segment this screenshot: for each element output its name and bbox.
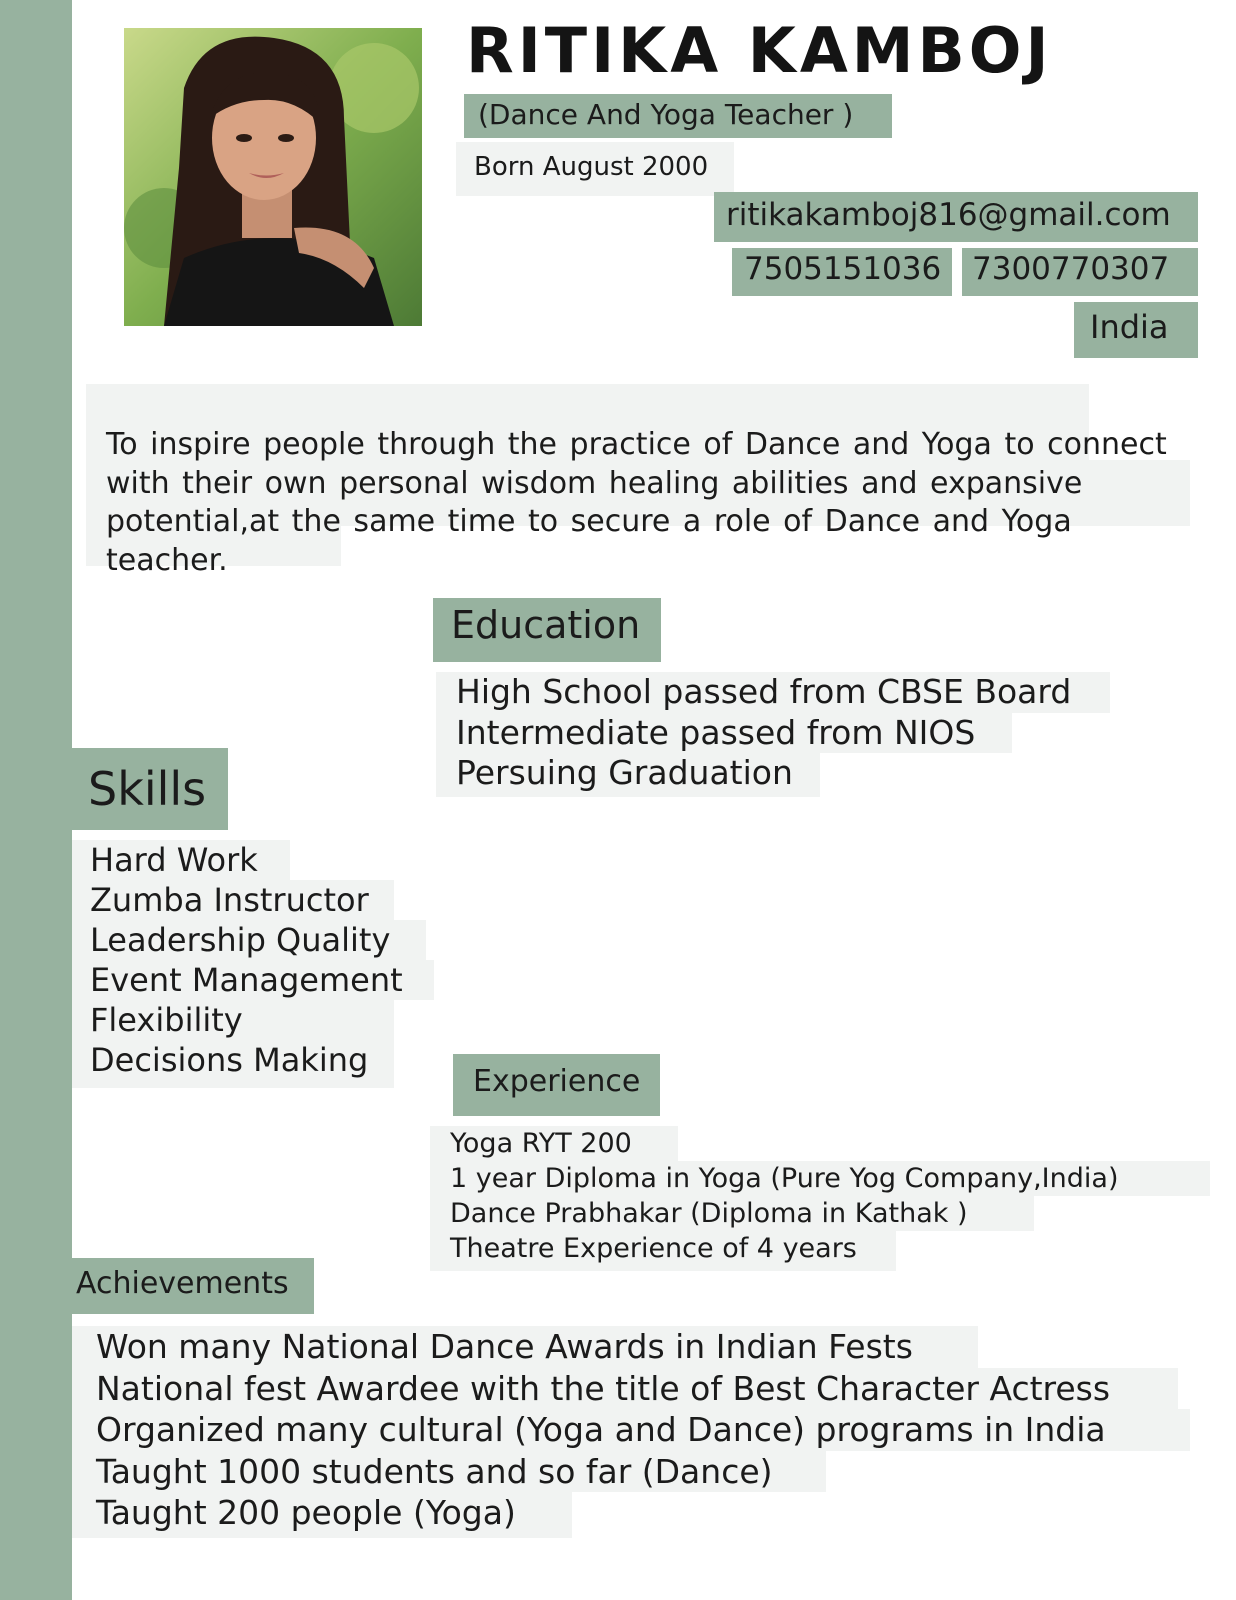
education-heading: Education <box>433 598 661 662</box>
list-item: High School passed from CBSE Board <box>456 672 1071 713</box>
left-accent-bar <box>0 0 72 1600</box>
list-item: National fest Awardee with the title of Best Character Actress <box>96 1368 1110 1410</box>
skills-list <box>90 840 403 1080</box>
objective-section <box>86 384 1190 578</box>
list-item: Flexibility <box>90 1000 403 1040</box>
list-item: Leadership Quality <box>90 920 403 960</box>
list-item: Event Management <box>90 960 403 1000</box>
list-item: Taught 1000 students and so far (Dance) <box>96 1451 1110 1493</box>
profile-photo <box>124 28 422 326</box>
education-list <box>456 672 1071 794</box>
list-item: Zumba Instructor <box>90 880 403 920</box>
experience-heading: Experience <box>453 1054 660 1116</box>
list-item: Yoga RYT 200 <box>450 1126 1118 1161</box>
achievements-heading: Achievements <box>72 1258 314 1314</box>
country: India <box>1074 302 1198 358</box>
objective-text: To inspire people through the practice of Dance and Yoga to connect with their own personal wisdom healing abilities and expansive potential,at the same time to secure a role of Dance and Yoga teacher. <box>106 427 1167 578</box>
list-item: Hard Work <box>90 840 403 880</box>
phone-number-primary[interactable]: 7505151036 <box>732 248 952 296</box>
experience-list <box>450 1126 1118 1266</box>
list-item: Intermediate passed from NIOS <box>456 713 1071 754</box>
email-address[interactable]: ritikakamboj816@gmail.com <box>714 192 1198 242</box>
skills-heading: Skills <box>72 748 228 830</box>
achievements-list <box>96 1326 1110 1534</box>
list-item: Theatre Experience of 4 years <box>450 1231 1118 1266</box>
list-item: Dance Prabhakar (Diploma in Kathak ) <box>450 1196 1118 1231</box>
list-item: Organized many cultural (Yoga and Dance) programs in India <box>96 1409 1110 1451</box>
list-item: Decisions Making <box>90 1040 403 1080</box>
list-item: 1 year Diploma in Yoga (Pure Yog Company,India) <box>450 1161 1118 1196</box>
phone-number-secondary[interactable]: 7300770307 <box>962 248 1198 296</box>
candidate-name: RITIKA KAMBOJ <box>466 14 1053 87</box>
list-item: Taught 200 people (Yoga) <box>96 1492 1110 1534</box>
list-item: Persuing Graduation <box>456 753 1071 794</box>
list-item: Won many National Dance Awards in Indian Fests <box>96 1326 1110 1368</box>
birth-date: Born August 2000 <box>456 142 734 196</box>
job-title: (Dance And Yoga Teacher ) <box>464 94 892 138</box>
